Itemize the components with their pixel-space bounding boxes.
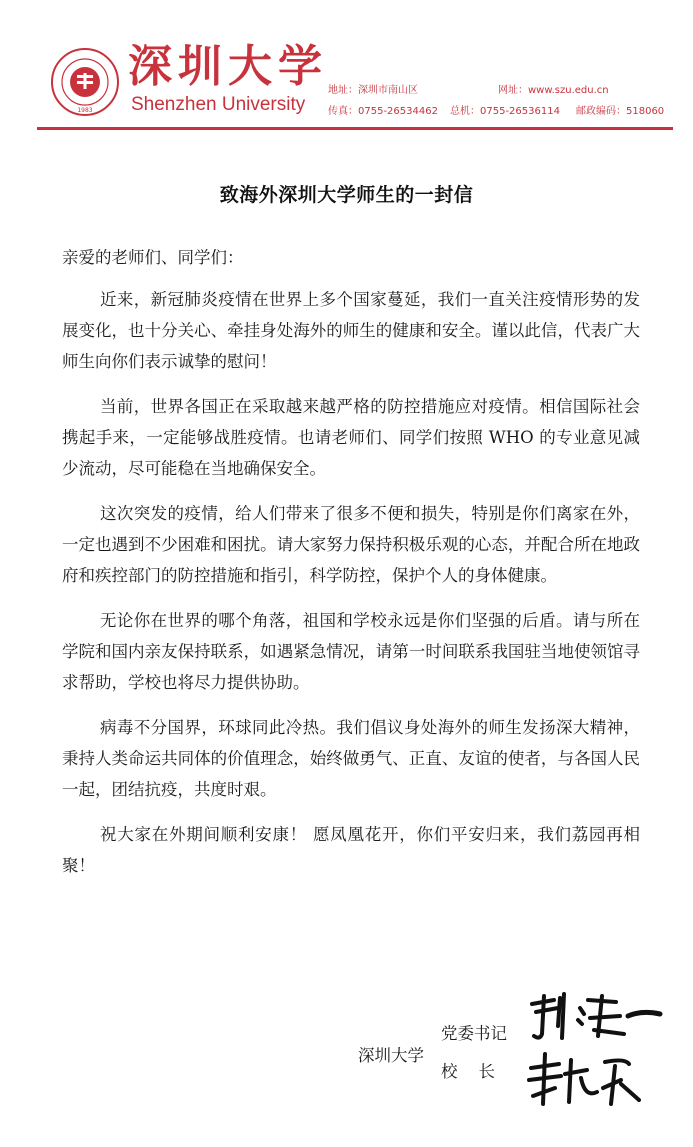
university-name-en: Shenzhen University (131, 94, 306, 115)
paragraph: 病毒不分国界，环球同此冷热。我们倡议身处海外的师生发扬深大精神，秉持人类命运共同体的价值理念，始终做勇气、正直、友谊的使者，与各国人民一起，团结抗疫，共度时艰。 (62, 718, 640, 799)
website: 网址：www.szu.edu.cn (498, 85, 609, 96)
letter-title: 致海外深圳大学师生的一封信 (219, 184, 474, 206)
address: 地址：深圳市南山区 (328, 85, 418, 96)
salutation: 亲爱的老师们、同学们： (62, 248, 244, 267)
letterhead (0, 0, 693, 140)
letter-body (62, 248, 640, 895)
seal-year: 1983 (77, 107, 93, 114)
header-divider (37, 127, 673, 130)
paragraph: 这次突发的疫情，给人们带来了很多不便和损失，特别是你们离家在外，一定也遇到不少困难和困扰。请大家努力保持积极乐观的心态，并配合所在地政府和疾控部门的防控措施和指引，科学防控，保护个人的身体健康。 (62, 504, 640, 585)
paragraph: 当前，世界各国正在采取越来越严格的防控措施应对疫情。相信国际社会携起手来，一定能够战胜疫情。也请老师们、同学们按照 WHO 的专业意见减少流动，尽可能稳在当地确保安全。 (62, 397, 640, 478)
paragraph: 近来，新冠肺炎疫情在世界上多个国家蔓延，我们一直关注疫情形势的发展变化，也十分关心、牵挂身处海外的师生的健康和安全。谨以此信，代表广大师生向你们表示诚挚的慰问！ (62, 290, 640, 371)
signature-role-party-secretary: 党委书记 (441, 1024, 507, 1043)
handwritten-signature-1 (524, 990, 664, 1048)
signature-school: 深圳大学 (358, 1046, 424, 1065)
handwritten-signature-2 (525, 1048, 645, 1110)
university-name-cn: 深圳大学 (128, 41, 328, 92)
postcode: 邮政编码：518060 (576, 106, 665, 117)
paragraph: 无论你在世界的哪个角落，祖国和学校永远是你们坚强的后盾。请与所在学院和国内亲友保持联系，如遇紧急情况，请第一时间联系我国驻当地使领馆寻求帮助，学校也将尽力提供协助。 (62, 611, 640, 692)
fax: 传真：0755-26534462 (328, 106, 438, 117)
paragraph: 祝大家在外期间顺利安康！ 愿凤凰花开，你们平安归来，我们荔园再相聚！ (62, 825, 640, 875)
phone: 总机：0755-26536114 (450, 106, 560, 117)
university-seal-icon (50, 47, 120, 117)
signature-role-president: 校 长 (441, 1062, 495, 1081)
